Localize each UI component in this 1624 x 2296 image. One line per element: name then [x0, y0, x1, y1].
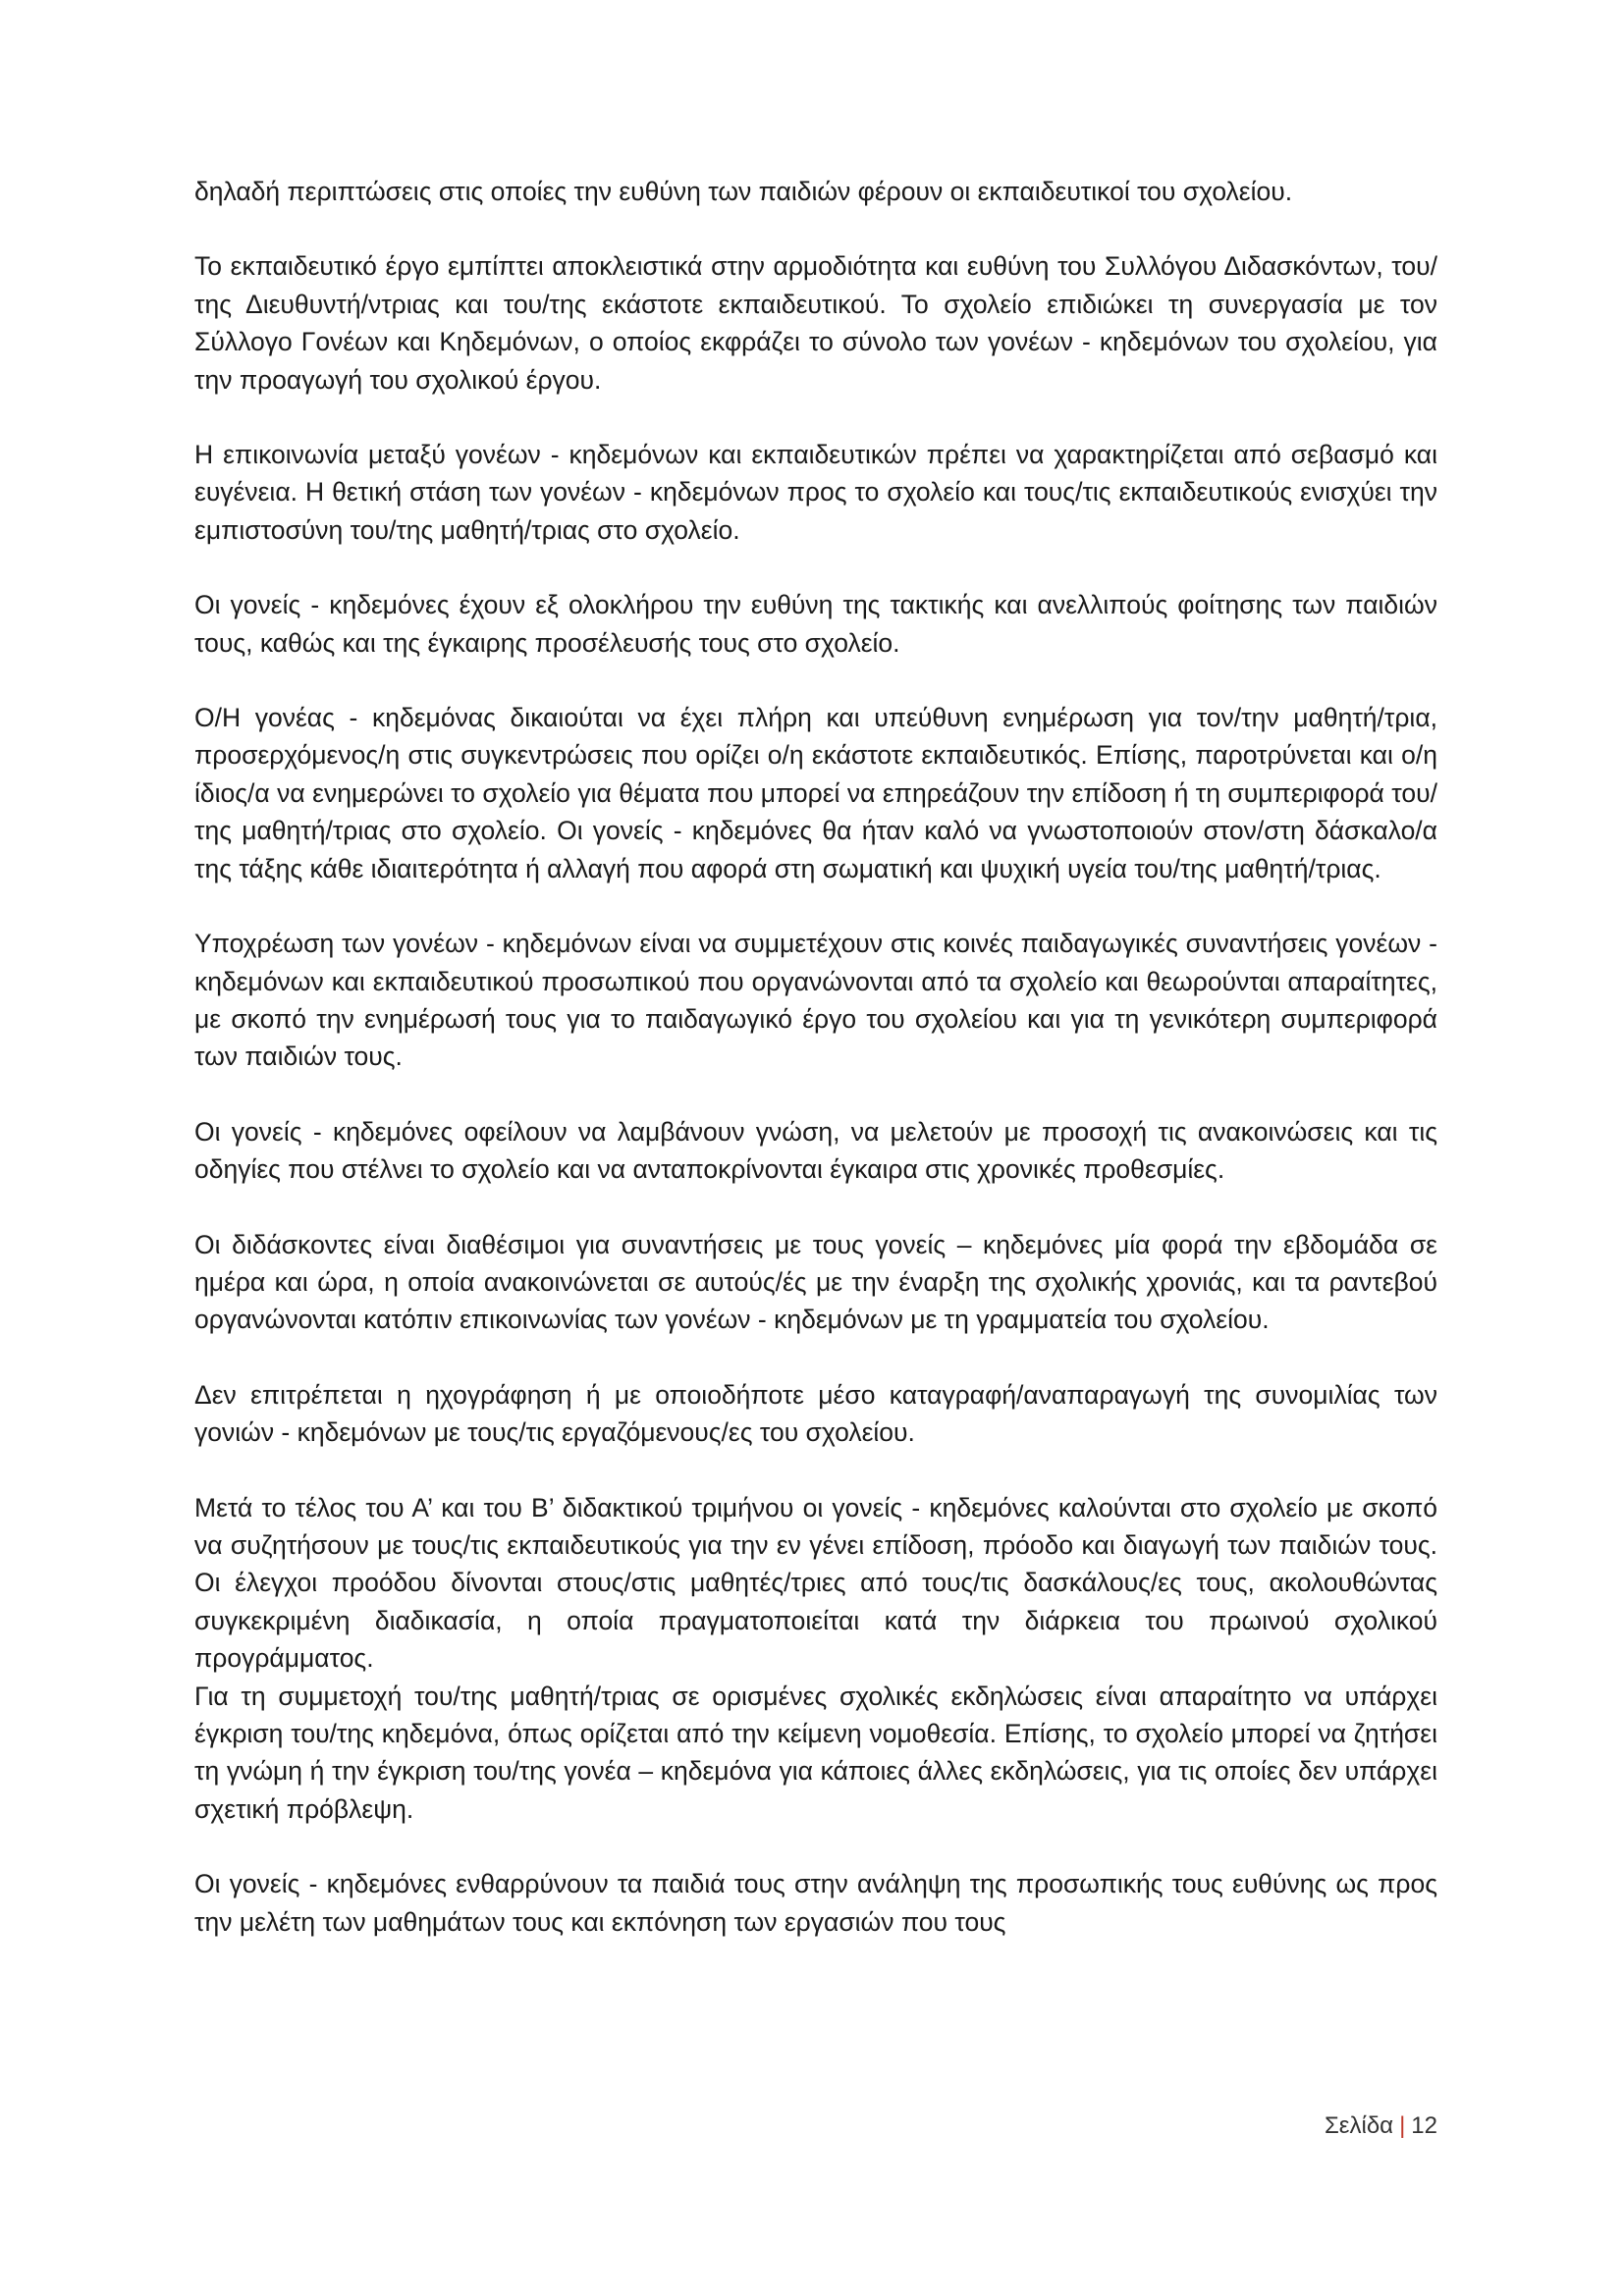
- paragraph: Μετά το τέλος του Α’ και του Β’ διδακτικού τριμήνου οι γονείς - κηδεμόνες καλούνται στο σχολείο με σκοπό να συζητήσουν με τους/τις εκπαιδευτικούς για την εν γένει επίδοση, πρόοδο και διαγωγή των παιδιών τους. Οι έλεγχοι προόδου δίνονται στους/στις μαθητές/τριες από τους/τις δασκάλους/ες τους, ακολουθώντας συγκεκριμένη διαδικασία, η οποία πραγματοποιείται κατά την διάρκεια του πρωινού σχολικού προγράμματος.: [194, 1492, 1437, 1674]
- paragraph: Δεν επιτρέπεται η ηχογράφηση ή με οποιοδήποτε μέσο καταγραφή/αναπαραγωγή της συνομιλίας των γονιών - κηδεμόνων με τους/τις εργαζόμενους/ες του σχολείου.: [194, 1379, 1437, 1448]
- page-footer: [1325, 2112, 1437, 2140]
- paragraph: Η επικοινωνία μεταξύ γονέων - κηδεμόνων και εκπαιδευτικών πρέπει να χαρακτηρίζεται από σεβασμό και ευγένεια. Η θετική στάση των γονέων - κηδεμόνων προς το σχολείο και τους/τις εκπαιδευτικούς ενισχύει την εμπιστοσύνη του/της μαθητή/τριας στο σχολείο.: [194, 440, 1437, 545]
- paragraph: Οι διδάσκοντες είναι διαθέσιμοι για συναντήσεις με τους γονείς – κηδεμόνες μία φορά την εβδομάδα σε ημέρα και ώρα, η οποία ανακοινώνεται σε αυτούς/ές με την έναρξη της σχολικής χρονιάς, και τα ραντεβού οργανώνονται κατόπιν επικοινωνίας των γονέων - κηδεμόνων με τη γραμματεία του σχολείου.: [194, 1229, 1437, 1335]
- paragraph: Οι γονείς - κηδεμόνες έχουν εξ ολοκλήρου την ευθύνη της τακτικής και ανελλιπούς φοίτησης των παιδιών τους, καθώς και της έγκαιρης προσέλευσής τους στο σχολείο.: [194, 590, 1437, 658]
- page-number: 12: [1411, 2112, 1437, 2139]
- paragraph: Για τη συμμετοχή του/της μαθητή/τριας σε ορισμένες σχολικές εκδηλώσεις είναι απαραίτητο να υπάρχει έγκριση του/της κηδεμόνα, όπως ορίζεται από την κείμενη νομοθεσία. Επίσης, το σχολείο μπορεί να ζητήσει τη γνώμη ή την έγκριση του/της γονέα – κηδεμόνα για κάποιες άλλες εκδηλώσεις, για τις οποίες δεν υπάρχει σχετική πρόβλεψη.: [194, 1681, 1437, 1824]
- paragraph: δηλαδή περιπτώσεις στις οποίες την ευθύνη των παιδιών φέρουν οι εκπαιδευτικοί του σχολείου.: [194, 177, 1293, 206]
- paragraph: Ο/Η γονέας - κηδεμόνας δικαιούται να έχει πλήρη και υπεύθυνη ενημέρωση για τον/την μαθητή/τρια, προσερχόμενος/η στις συγκεντρώσεις που ορίζει ο/η εκάστοτε εκπαιδευτικός. Επίσης, παροτρύνεται και ο/η ίδιος/α να ενημερώνει το σχολείο για θέματα που μπορεί να επηρεάζουν την επίδοση ή τη συμπεριφορά του/της μαθητή/τριας στο σχολείο. Οι γονείς - κηδεμόνες θα ήταν καλό να γνωστοποιούν στον/στη δάσκαλο/α της τάξης κάθε ιδιαιτερότητα ή αλλαγή που αφορά στη σωματική και ψυχική υγεία του/της μαθητή/τριας.: [194, 703, 1437, 883]
- page-body: [194, 173, 1437, 1978]
- footer-separator: |: [1399, 2112, 1406, 2139]
- paragraph: Οι γονείς - κηδεμόνες ενθαρρύνουν τα παιδιά τους στην ανάληψη της προσωπικής τους ευθύνης ως προς την μελέτη των μαθημάτων τους και εκπόνηση των εργασιών που τους: [194, 1869, 1437, 1937]
- paragraph: Το εκπαιδευτικό έργο εμπίπτει αποκλειστικά στην αρμοδιότητα και ευθύνη του Συλλόγου Διδασκόντων, του/της Διευθυντή/ντριας και του/της εκάστοτε εκπαιδευτικού. Το σχολείο επιδιώκει τη συνεργασία με τον Σύλλογο Γονέων και Κηδεμόνων, ο οποίος εκφράζει το σύνολο των γονέων - κηδεμόνων του σχολείου, για την προαγωγή του σχολικού έργου.: [194, 251, 1437, 395]
- paragraph: Οι γονείς - κηδεμόνες οφείλουν να λαμβάνουν γνώση, να μελετούν με προσοχή τις ανακοινώσεις και τις οδηγίες που στέλνει το σχολείο και να ανταποκρίνονται έγκαιρα στις χρονικές προθεσμίες.: [194, 1116, 1437, 1185]
- footer-label: Σελίδα: [1324, 2112, 1394, 2139]
- paragraph: Υποχρέωση των γονέων - κηδεμόνων είναι να συμμετέχουν στις κοινές παιδαγωγικές συναντήσεις γονέων - κηδεμόνων και εκπαιδευτικού προσωπικού που οργανώνονται από τα σχολείο και θεωρούνται απαραίτητες, με σκοπό την ενημέρωσή τους για το παιδαγωγικό έργο του σχολείου και για τη γενικότερη συμπεριφορά των παιδιών τους.: [194, 929, 1437, 1072]
